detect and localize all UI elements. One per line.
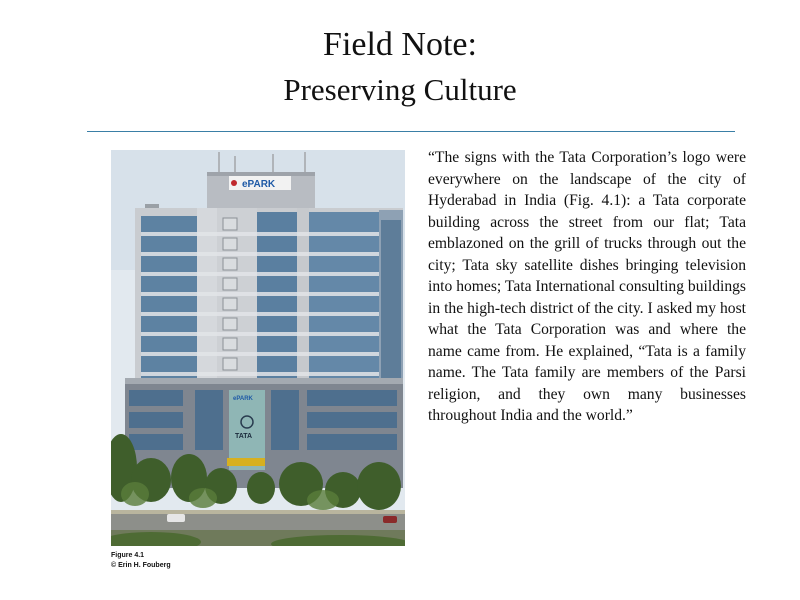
rooftop-sign-text: ePARK [242,179,276,190]
field-note-quote: “The signs with the Tata Corporation’s logo were everywhere on the landscape of the city of Hyderabad in India (Fig. 4.1): a Tata corporate building across the street from our flat; Tata emblazoned on the grill of trucks through out the city; Tata sky satellite dishes bringing television into homes; Tata International consulting buildings in the high-tech district of the city. I asked my host what the Tata Corporation was and where the name came from. He explained, “Tata is a family name. The Tata family are members of the Parsi religion, and they own many businesses throughout India and the world.” [428,149,746,424]
title-divider [87,131,735,132]
figure-photo-tata-building [111,150,405,546]
entrance-sign-text: ePARK [233,396,253,402]
figure-caption-title: Figure 4.1 [111,552,145,559]
tata-logo-text: TATA [235,433,253,440]
figure-caption-credit: © Erin H. Fouberg [111,562,171,569]
slide-title: Field Note: [323,26,477,63]
slide-subtitle: Preserving Culture [283,72,517,107]
